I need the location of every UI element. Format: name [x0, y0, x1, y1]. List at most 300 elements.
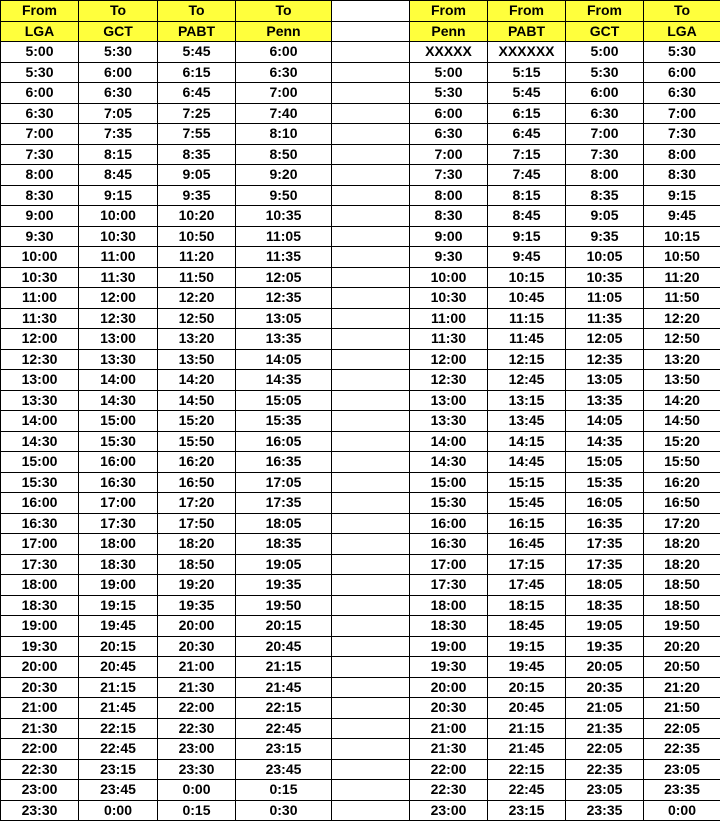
spacer-cell	[332, 677, 410, 698]
time-cell-lga-arrive: 18:50	[644, 575, 720, 596]
time-cell-lga-arrive: 18:20	[644, 554, 720, 575]
time-cell-gct-arrive: 17:00	[79, 493, 158, 514]
table-row	[1, 513, 720, 534]
spacer-cell	[332, 42, 410, 63]
time-cell-gct-depart: 5:30	[566, 62, 644, 83]
time-cell-gct-depart: 8:00	[566, 165, 644, 186]
time-cell-gct-depart: 7:30	[566, 144, 644, 165]
time-cell-gct-depart: 10:35	[566, 267, 644, 288]
time-cell-penn-arrive: 18:35	[236, 534, 332, 555]
time-cell-pabt-arrive: 21:30	[158, 677, 236, 698]
time-cell-penn-arrive: 22:45	[236, 718, 332, 739]
time-cell-penn-depart: 20:30	[410, 698, 488, 719]
time-cell-lga-depart: 17:30	[1, 554, 79, 575]
table-row	[1, 616, 720, 637]
time-cell-lga-arrive: 8:30	[644, 165, 720, 186]
time-cell-penn-arrive: 0:30	[236, 800, 332, 821]
time-cell-gct-depart: 7:00	[566, 124, 644, 145]
time-cell-penn-arrive: 12:35	[236, 288, 332, 309]
time-cell-lga-arrive: 8:00	[644, 144, 720, 165]
time-cell-gct-depart: 19:05	[566, 616, 644, 637]
time-cell-pabt-depart: 14:45	[488, 452, 566, 473]
time-cell-penn-arrive: 15:05	[236, 390, 332, 411]
table-row	[1, 390, 720, 411]
time-cell-lga-depart: 17:00	[1, 534, 79, 555]
time-cell-pabt-depart: 10:45	[488, 288, 566, 309]
time-cell-pabt-arrive: 15:50	[158, 431, 236, 452]
time-cell-lga-arrive: 17:20	[644, 513, 720, 534]
time-cell-gct-depart: 11:05	[566, 288, 644, 309]
time-cell-lga-arrive: 6:30	[644, 83, 720, 104]
time-cell-pabt-depart: 13:15	[488, 390, 566, 411]
time-cell-gct-depart: 15:05	[566, 452, 644, 473]
time-cell-gct-depart: 17:35	[566, 534, 644, 555]
time-cell-penn-arrive: 7:40	[236, 103, 332, 124]
time-cell-pabt-depart: 17:15	[488, 554, 566, 575]
time-cell-lga-arrive: 23:35	[644, 780, 720, 801]
time-cell-pabt-arrive: 14:20	[158, 370, 236, 391]
table-row	[1, 739, 720, 760]
time-cell-lga-depart: 19:30	[1, 636, 79, 657]
time-cell-lga-arrive: 21:20	[644, 677, 720, 698]
time-cell-penn-arrive: 14:35	[236, 370, 332, 391]
time-cell-lga-arrive: 13:50	[644, 370, 720, 391]
time-cell-pabt-depart: 12:15	[488, 349, 566, 370]
time-cell-gct-depart: 15:35	[566, 472, 644, 493]
time-cell-penn-depart: 8:30	[410, 206, 488, 227]
table-row	[1, 42, 720, 63]
time-cell-gct-arrive: 19:15	[79, 595, 158, 616]
header-cell-gap	[332, 21, 410, 42]
time-cell-lga-arrive: 11:50	[644, 288, 720, 309]
time-cell-pabt-depart: 16:15	[488, 513, 566, 534]
time-cell-pabt-depart: 22:15	[488, 759, 566, 780]
time-cell-lga-arrive: 13:20	[644, 349, 720, 370]
time-cell-lga-depart: 6:30	[1, 103, 79, 124]
spacer-cell	[332, 513, 410, 534]
time-cell-pabt-depart: 10:15	[488, 267, 566, 288]
time-cell-penn-arrive: 11:05	[236, 226, 332, 247]
header-row-2	[1, 21, 720, 42]
header-cell-pabt-depart: PABT	[488, 21, 566, 42]
spacer-cell	[332, 124, 410, 145]
time-cell-pabt-depart: 13:45	[488, 411, 566, 432]
time-cell-gct-depart: 5:00	[566, 42, 644, 63]
time-cell-pabt-arrive: 6:45	[158, 83, 236, 104]
time-cell-lga-arrive: 9:45	[644, 206, 720, 227]
time-cell-lga-depart: 10:00	[1, 247, 79, 268]
time-cell-lga-arrive: 19:50	[644, 616, 720, 637]
time-cell-penn-depart: 11:00	[410, 308, 488, 329]
spacer-cell	[332, 411, 410, 432]
spacer-cell	[332, 534, 410, 555]
time-cell-penn-arrive: 16:05	[236, 431, 332, 452]
time-cell-gct-arrive: 14:00	[79, 370, 158, 391]
time-cell-pabt-depart: 6:45	[488, 124, 566, 145]
time-cell-gct-arrive: 21:15	[79, 677, 158, 698]
spacer-cell	[332, 329, 410, 350]
table-row	[1, 103, 720, 124]
time-cell-penn-arrive: 20:45	[236, 636, 332, 657]
spacer-cell	[332, 575, 410, 596]
time-cell-pabt-arrive: 9:35	[158, 185, 236, 206]
time-cell-gct-arrive: 10:30	[79, 226, 158, 247]
time-cell-pabt-depart: 15:15	[488, 472, 566, 493]
time-cell-penn-arrive: 21:15	[236, 657, 332, 678]
time-cell-lga-arrive: 12:20	[644, 308, 720, 329]
table-row	[1, 493, 720, 514]
time-cell-lga-arrive: 5:30	[644, 42, 720, 63]
time-cell-pabt-arrive: 16:50	[158, 472, 236, 493]
time-cell-gct-depart: 11:35	[566, 308, 644, 329]
time-cell-gct-depart: 16:05	[566, 493, 644, 514]
time-cell-penn-depart: 7:00	[410, 144, 488, 165]
time-cell-pabt-depart: 17:45	[488, 575, 566, 596]
time-cell-penn-depart: 22:30	[410, 780, 488, 801]
table-row	[1, 185, 720, 206]
table-row	[1, 452, 720, 473]
time-cell-pabt-depart: 11:15	[488, 308, 566, 329]
header-row-1	[1, 1, 720, 22]
spacer-cell	[332, 83, 410, 104]
time-cell-pabt-depart: 7:45	[488, 165, 566, 186]
time-cell-pabt-arrive: 7:55	[158, 124, 236, 145]
time-cell-pabt-arrive: 15:20	[158, 411, 236, 432]
time-cell-pabt-arrive: 0:00	[158, 780, 236, 801]
table-row	[1, 636, 720, 657]
time-cell-gct-arrive: 5:30	[79, 42, 158, 63]
time-cell-gct-depart: 23:35	[566, 800, 644, 821]
time-cell-penn-arrive: 15:35	[236, 411, 332, 432]
table-row	[1, 534, 720, 555]
time-cell-lga-arrive: 9:15	[644, 185, 720, 206]
time-cell-gct-depart: 6:30	[566, 103, 644, 124]
spacer-cell	[332, 554, 410, 575]
spacer-cell	[332, 185, 410, 206]
time-cell-penn-depart: 23:00	[410, 800, 488, 821]
time-cell-lga-arrive: 23:05	[644, 759, 720, 780]
time-cell-gct-depart: 16:35	[566, 513, 644, 534]
time-cell-gct-depart: 9:35	[566, 226, 644, 247]
time-cell-gct-arrive: 22:45	[79, 739, 158, 760]
header-cell-penn-arrive: To	[236, 1, 332, 22]
time-cell-penn-arrive: 6:30	[236, 62, 332, 83]
time-cell-pabt-arrive: 13:20	[158, 329, 236, 350]
time-cell-lga-arrive: 10:15	[644, 226, 720, 247]
header-cell-gct-arrive: GCT	[79, 21, 158, 42]
time-cell-penn-arrive: 12:05	[236, 267, 332, 288]
time-cell-lga-depart: 12:30	[1, 349, 79, 370]
header-cell-gap	[332, 1, 410, 22]
table-row	[1, 698, 720, 719]
time-cell-gct-depart: 22:35	[566, 759, 644, 780]
time-cell-pabt-arrive: 11:20	[158, 247, 236, 268]
time-cell-penn-depart: 17:00	[410, 554, 488, 575]
time-cell-gct-arrive: 19:45	[79, 616, 158, 637]
spacer-cell	[332, 103, 410, 124]
time-cell-gct-depart: 12:35	[566, 349, 644, 370]
time-cell-gct-arrive: 15:30	[79, 431, 158, 452]
time-cell-pabt-arrive: 21:00	[158, 657, 236, 678]
time-cell-lga-depart: 11:30	[1, 308, 79, 329]
time-cell-penn-depart: 12:00	[410, 349, 488, 370]
time-cell-pabt-arrive: 22:00	[158, 698, 236, 719]
time-cell-lga-arrive: 15:20	[644, 431, 720, 452]
time-cell-gct-arrive: 12:30	[79, 308, 158, 329]
time-cell-pabt-arrive: 20:00	[158, 616, 236, 637]
table-row	[1, 226, 720, 247]
time-cell-penn-arrive: 6:00	[236, 42, 332, 63]
spacer-cell	[332, 390, 410, 411]
table-row	[1, 288, 720, 309]
spacer-cell	[332, 636, 410, 657]
time-cell-lga-depart: 7:30	[1, 144, 79, 165]
time-cell-pabt-depart: 21:15	[488, 718, 566, 739]
time-cell-pabt-arrive: 11:50	[158, 267, 236, 288]
time-cell-gct-arrive: 19:00	[79, 575, 158, 596]
spacer-cell	[332, 206, 410, 227]
time-cell-lga-depart: 11:00	[1, 288, 79, 309]
time-cell-lga-depart: 14:30	[1, 431, 79, 452]
spacer-cell	[332, 657, 410, 678]
table-row	[1, 554, 720, 575]
spacer-cell	[332, 595, 410, 616]
table-row	[1, 431, 720, 452]
header-cell-lga-arrive: To	[644, 1, 720, 22]
time-cell-pabt-arrive: 14:50	[158, 390, 236, 411]
time-cell-penn-arrive: 10:35	[236, 206, 332, 227]
time-cell-gct-arrive: 11:30	[79, 267, 158, 288]
time-cell-pabt-depart: 21:45	[488, 739, 566, 760]
time-cell-gct-arrive: 9:15	[79, 185, 158, 206]
time-cell-pabt-arrive: 8:35	[158, 144, 236, 165]
time-cell-lga-arrive: 11:20	[644, 267, 720, 288]
time-cell-gct-depart: 10:05	[566, 247, 644, 268]
time-cell-lga-depart: 9:00	[1, 206, 79, 227]
time-cell-pabt-depart: 15:45	[488, 493, 566, 514]
time-cell-gct-arrive: 20:45	[79, 657, 158, 678]
table-row	[1, 411, 720, 432]
time-cell-pabt-arrive: 10:50	[158, 226, 236, 247]
time-cell-penn-arrive: 17:35	[236, 493, 332, 514]
header-cell-pabt-arrive: PABT	[158, 21, 236, 42]
time-cell-gct-arrive: 13:00	[79, 329, 158, 350]
time-cell-penn-depart: 13:30	[410, 411, 488, 432]
table-row	[1, 329, 720, 350]
time-cell-pabt-depart: 23:15	[488, 800, 566, 821]
time-cell-penn-arrive: 14:05	[236, 349, 332, 370]
time-cell-gct-depart: 8:35	[566, 185, 644, 206]
time-cell-pabt-depart: 7:15	[488, 144, 566, 165]
table-row	[1, 267, 720, 288]
time-cell-penn-depart: 15:00	[410, 472, 488, 493]
time-cell-gct-arrive: 12:00	[79, 288, 158, 309]
time-cell-penn-arrive: 19:05	[236, 554, 332, 575]
header-cell-lga-depart: From	[1, 1, 79, 22]
spacer-cell	[332, 616, 410, 637]
time-cell-lga-depart: 7:00	[1, 124, 79, 145]
spacer-cell	[332, 370, 410, 391]
time-cell-penn-depart: 9:30	[410, 247, 488, 268]
time-cell-lga-arrive: 0:00	[644, 800, 720, 821]
spacer-cell	[332, 452, 410, 473]
table-row	[1, 308, 720, 329]
time-cell-pabt-depart: 5:45	[488, 83, 566, 104]
time-cell-pabt-arrive: 5:45	[158, 42, 236, 63]
time-cell-pabt-depart: 22:45	[488, 780, 566, 801]
time-cell-lga-depart: 18:00	[1, 575, 79, 596]
table-row	[1, 62, 720, 83]
time-cell-gct-arrive: 23:15	[79, 759, 158, 780]
time-cell-lga-arrive: 16:20	[644, 472, 720, 493]
time-cell-lga-depart: 12:00	[1, 329, 79, 350]
time-cell-lga-depart: 5:30	[1, 62, 79, 83]
time-cell-penn-arrive: 20:15	[236, 616, 332, 637]
time-cell-lga-depart: 8:00	[1, 165, 79, 186]
time-cell-lga-arrive: 18:20	[644, 534, 720, 555]
time-cell-penn-depart: 21:30	[410, 739, 488, 760]
time-cell-gct-arrive: 16:00	[79, 452, 158, 473]
spacer-cell	[332, 800, 410, 821]
time-cell-penn-arrive: 23:15	[236, 739, 332, 760]
time-cell-gct-depart: 21:05	[566, 698, 644, 719]
time-cell-pabt-depart: 19:15	[488, 636, 566, 657]
spacer-cell	[332, 62, 410, 83]
time-cell-gct-arrive: 13:30	[79, 349, 158, 370]
time-cell-lga-depart: 18:30	[1, 595, 79, 616]
time-cell-penn-arrive: 17:05	[236, 472, 332, 493]
header-cell-penn-arrive: Penn	[236, 21, 332, 42]
time-cell-lga-depart: 20:00	[1, 657, 79, 678]
time-cell-pabt-depart: 14:15	[488, 431, 566, 452]
spacer-cell	[332, 780, 410, 801]
spacer-cell	[332, 698, 410, 719]
time-cell-pabt-arrive: 13:50	[158, 349, 236, 370]
time-cell-gct-arrive: 18:30	[79, 554, 158, 575]
spacer-cell	[332, 431, 410, 452]
time-cell-penn-depart: 18:30	[410, 616, 488, 637]
time-cell-lga-depart: 13:30	[1, 390, 79, 411]
time-cell-gct-arrive: 10:00	[79, 206, 158, 227]
time-cell-penn-arrive: 23:45	[236, 759, 332, 780]
time-cell-pabt-depart: XXXXXX	[488, 42, 566, 63]
time-cell-lga-depart: 19:00	[1, 616, 79, 637]
time-cell-penn-arrive: 7:00	[236, 83, 332, 104]
time-cell-lga-depart: 14:00	[1, 411, 79, 432]
time-cell-penn-depart: 10:00	[410, 267, 488, 288]
time-cell-pabt-depart: 18:15	[488, 595, 566, 616]
time-cell-lga-depart: 16:00	[1, 493, 79, 514]
table-row	[1, 472, 720, 493]
time-cell-gct-depart: 14:35	[566, 431, 644, 452]
time-cell-lga-depart: 13:00	[1, 370, 79, 391]
time-cell-lga-depart: 21:00	[1, 698, 79, 719]
spacer-cell	[332, 472, 410, 493]
time-cell-gct-arrive: 21:45	[79, 698, 158, 719]
time-cell-gct-arrive: 6:00	[79, 62, 158, 83]
time-cell-pabt-arrive: 19:20	[158, 575, 236, 596]
time-cell-pabt-depart: 16:45	[488, 534, 566, 555]
time-cell-lga-arrive: 18:50	[644, 595, 720, 616]
time-cell-gct-depart: 12:05	[566, 329, 644, 350]
time-cell-penn-depart: 22:00	[410, 759, 488, 780]
time-cell-penn-depart: 12:30	[410, 370, 488, 391]
header-cell-pabt-arrive: To	[158, 1, 236, 22]
spacer-cell	[332, 226, 410, 247]
time-cell-lga-arrive: 12:50	[644, 329, 720, 350]
time-cell-penn-arrive: 11:35	[236, 247, 332, 268]
time-cell-pabt-arrive: 20:30	[158, 636, 236, 657]
time-cell-gct-depart: 17:35	[566, 554, 644, 575]
table-row	[1, 657, 720, 678]
time-cell-lga-arrive: 20:20	[644, 636, 720, 657]
time-cell-pabt-arrive: 7:25	[158, 103, 236, 124]
header-cell-lga-depart: LGA	[1, 21, 79, 42]
time-cell-lga-arrive: 7:30	[644, 124, 720, 145]
header-cell-penn-depart: From	[410, 1, 488, 22]
time-cell-penn-depart: 17:30	[410, 575, 488, 596]
time-cell-lga-arrive: 6:00	[644, 62, 720, 83]
time-cell-penn-arrive: 16:35	[236, 452, 332, 473]
time-cell-penn-arrive: 0:15	[236, 780, 332, 801]
time-cell-pabt-arrive: 10:20	[158, 206, 236, 227]
time-cell-penn-arrive: 9:20	[236, 165, 332, 186]
time-cell-lga-depart: 15:00	[1, 452, 79, 473]
time-cell-lga-depart: 15:30	[1, 472, 79, 493]
time-cell-gct-arrive: 16:30	[79, 472, 158, 493]
time-cell-penn-arrive: 8:50	[236, 144, 332, 165]
time-cell-gct-depart: 23:05	[566, 780, 644, 801]
time-cell-pabt-arrive: 6:15	[158, 62, 236, 83]
time-cell-gct-depart: 18:05	[566, 575, 644, 596]
time-cell-gct-arrive: 18:00	[79, 534, 158, 555]
time-cell-gct-depart: 20:35	[566, 677, 644, 698]
time-cell-lga-arrive: 14:50	[644, 411, 720, 432]
header-cell-gct-depart: From	[566, 1, 644, 22]
time-cell-gct-arrive: 23:45	[79, 780, 158, 801]
time-cell-penn-depart: 5:30	[410, 83, 488, 104]
spacer-cell	[332, 493, 410, 514]
time-cell-lga-arrive: 16:50	[644, 493, 720, 514]
time-cell-gct-depart: 14:05	[566, 411, 644, 432]
time-cell-gct-arrive: 7:05	[79, 103, 158, 124]
time-cell-pabt-arrive: 23:00	[158, 739, 236, 760]
time-cell-gct-arrive: 22:15	[79, 718, 158, 739]
time-cell-lga-depart: 20:30	[1, 677, 79, 698]
time-cell-penn-depart: 9:00	[410, 226, 488, 247]
time-cell-penn-arrive: 13:35	[236, 329, 332, 350]
time-cell-gct-arrive: 14:30	[79, 390, 158, 411]
time-cell-gct-arrive: 6:30	[79, 83, 158, 104]
time-cell-lga-depart: 16:30	[1, 513, 79, 534]
time-cell-gct-depart: 19:35	[566, 636, 644, 657]
time-cell-lga-arrive: 21:50	[644, 698, 720, 719]
time-cell-penn-arrive: 8:10	[236, 124, 332, 145]
time-cell-pabt-depart: 18:45	[488, 616, 566, 637]
time-cell-penn-depart: 7:30	[410, 165, 488, 186]
time-cell-pabt-arrive: 18:20	[158, 534, 236, 555]
time-cell-penn-depart: 8:00	[410, 185, 488, 206]
time-cell-gct-arrive: 17:30	[79, 513, 158, 534]
time-cell-penn-depart: 16:30	[410, 534, 488, 555]
table-row	[1, 206, 720, 227]
time-cell-penn-depart: 14:00	[410, 431, 488, 452]
time-cell-pabt-depart: 20:15	[488, 677, 566, 698]
time-cell-lga-depart: 23:30	[1, 800, 79, 821]
time-cell-gct-arrive: 8:15	[79, 144, 158, 165]
time-cell-penn-depart: 11:30	[410, 329, 488, 350]
time-cell-lga-arrive: 22:35	[644, 739, 720, 760]
